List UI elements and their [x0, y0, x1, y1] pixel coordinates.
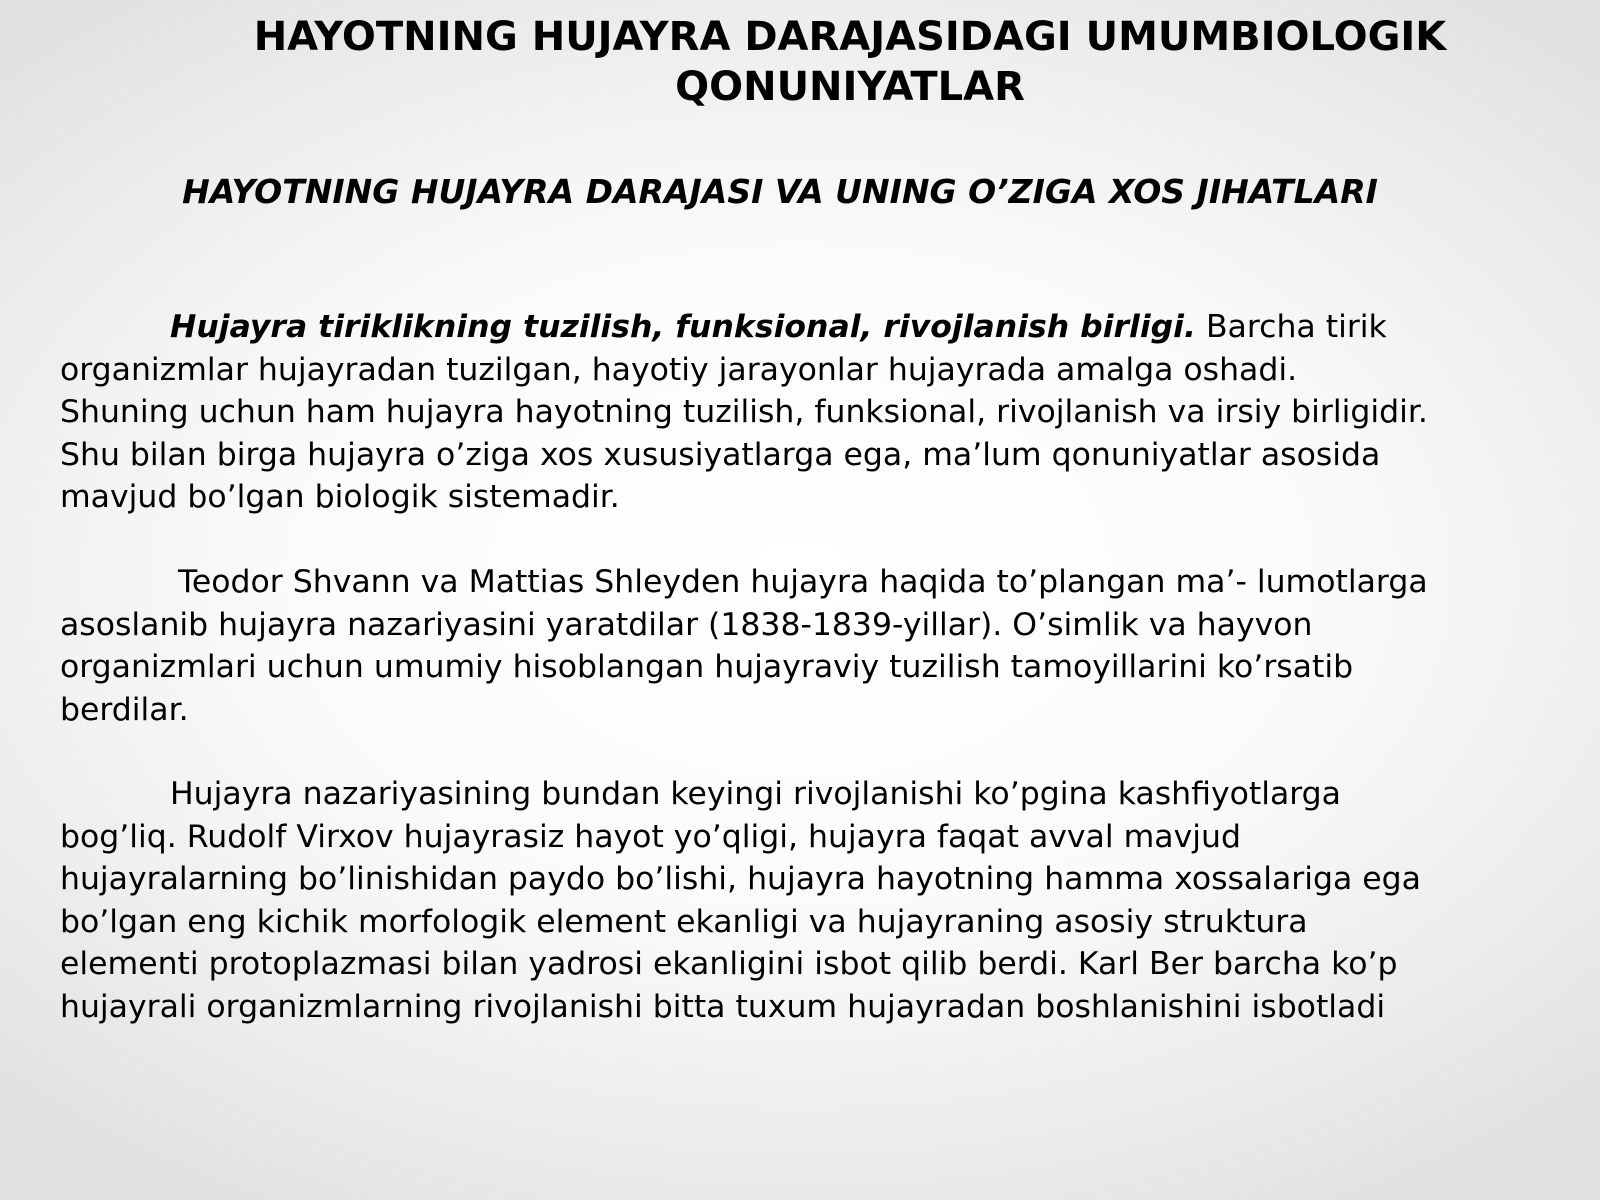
paragraph-line	[60, 561, 1550, 604]
paragraph-line: bo’lgan eng kichik morfologik element ekanligi va hujayraning asosiy struktura	[60, 903, 1308, 940]
paragraph-cell-unit	[60, 306, 1550, 519]
paragraph-line: elementi protoplazmasi bilan yadrosi ekanligini isbot qilib berdi. Karl Ber barcha ko’p	[60, 946, 1398, 982]
slide-title-line-2: QONUNIYATLAR	[675, 64, 1025, 110]
paragraph-line: hujayrali organizmlarning rivojlanishi bitta tuxum hujayradan boshlanishini isbotladi	[60, 988, 1386, 1025]
paragraph-line: bog’liq. Rudolf Virxov hujayrasiz hayot yo’qligi, hujayra faqat avval mavjud	[60, 818, 1241, 855]
paragraph-line	[60, 773, 1550, 816]
paragraph-line: mavjud bo’lgan biologik sistemadir.	[60, 479, 620, 515]
slide-title	[180, 12, 1520, 112]
paragraph-line: Shuning uchun ham hujayra hayotning tuzilish, funksional, rivojlanish va irsiy birligidir.	[60, 394, 1428, 430]
paragraph-line: berdilar.	[60, 691, 189, 728]
paragraph-line-text: Hujayra nazariyasining bundan keyingi rivojlanishi ko’pgina kashfiyotlarga	[170, 776, 1341, 812]
paragraph-lead: Hujayra tiriklikning tuzilish, funksional, rivojlanish birligi.	[170, 309, 1196, 345]
paragraph-line: organizmlari uchun umumiy hisoblangan hujayraviy tuzilish tamoyillarini ko’rsatib	[60, 649, 1354, 685]
paragraph-cell-theory-development	[60, 773, 1550, 1028]
paragraph-line: hujayralarning bo’linishidan paydo bo’lishi, hujayra hayotning hamma xossalariga ega	[60, 861, 1421, 897]
slide-title-line-1: HAYOTNING HUJAYRA DARAJASIDAGI UMUMBIOLOGIK	[253, 14, 1447, 60]
paragraph-line	[60, 306, 1550, 349]
paragraph-cell-theory	[60, 561, 1550, 731]
paragraph-line: asoslanib hujayra nazariyasini yaratdilar (1838-1839-yillar). O’simlik va hayvon	[60, 606, 1313, 643]
paragraph-line: Shu bilan birga hujayra o’ziga xos xususiyatlarga ega, ma’lum qonuniyatlar asosida	[60, 436, 1381, 473]
paragraph-line: organizmlar hujayradan tuzilgan, hayotiy jarayonlar hujayrada amalga oshadi.	[60, 351, 1298, 388]
slide-subtitle: HAYOTNING HUJAYRA DARAJASI VA UNING O’ZIGA XOS JIHATLARI	[182, 172, 1378, 211]
paragraph-line-text: Barcha tirik	[1195, 309, 1387, 345]
paragraph-line-text: Teodor Shvann va Mattias Shleyden hujayra haqida to’plangan ma’- lumotlarga	[178, 564, 1428, 600]
